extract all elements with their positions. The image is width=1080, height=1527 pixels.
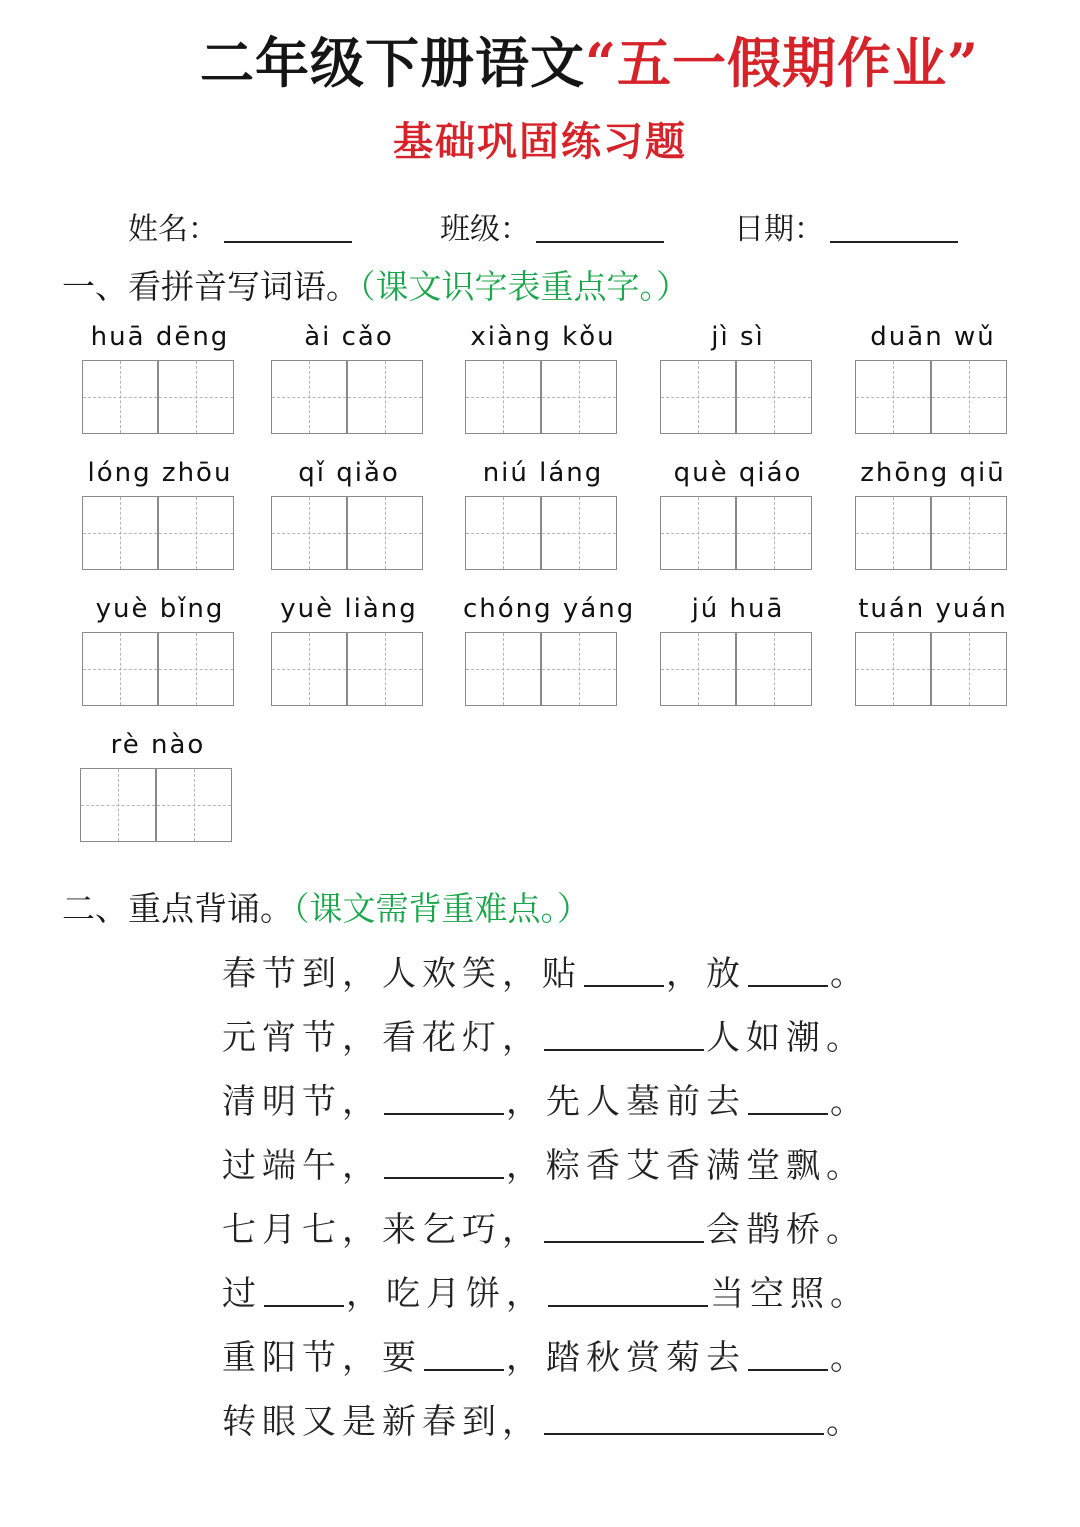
fill-blank[interactable] xyxy=(748,1335,828,1371)
fill-blank[interactable] xyxy=(384,1143,504,1179)
word-item xyxy=(658,450,818,570)
pinyin-label: lóng zhōu xyxy=(87,458,233,488)
fill-blank[interactable] xyxy=(424,1335,504,1371)
writing-boxes[interactable] xyxy=(82,360,236,434)
section1-hint: （课文识字表重点字。） xyxy=(359,267,689,306)
fill-blank[interactable] xyxy=(544,1399,824,1435)
recite-text: 当空照。 xyxy=(710,1274,870,1314)
writing-cell[interactable] xyxy=(465,632,541,706)
pinyin-label: huā dēng xyxy=(90,322,230,352)
title-main: 二年级下册语文 xyxy=(200,31,585,95)
recitation-block xyxy=(222,942,922,1454)
class-label: 班级： xyxy=(440,212,530,247)
recite-line xyxy=(222,1198,922,1262)
writing-boxes[interactable] xyxy=(465,496,619,570)
pinyin-label: chóng yáng xyxy=(463,594,636,624)
writing-boxes[interactable] xyxy=(855,360,1009,434)
fill-blank[interactable] xyxy=(264,1271,344,1307)
writing-boxes[interactable] xyxy=(855,496,1009,570)
writing-cell[interactable] xyxy=(82,360,158,434)
fill-blank[interactable] xyxy=(584,951,664,987)
writing-boxes[interactable] xyxy=(855,632,1009,706)
writing-boxes[interactable] xyxy=(80,768,234,842)
writing-boxes[interactable] xyxy=(660,496,814,570)
recite-text: 春节到，人欢笑，贴 xyxy=(222,954,582,994)
name-field[interactable] xyxy=(128,208,352,252)
pinyin-label: què qiáo xyxy=(673,458,803,488)
writing-boxes[interactable] xyxy=(271,632,425,706)
pinyin-label: yuè liàng xyxy=(280,594,418,624)
name-label: 姓名： xyxy=(128,212,218,247)
class-field[interactable] xyxy=(440,208,664,252)
title-highlight: “五一假期作业” xyxy=(585,31,980,95)
recite-text: 。 xyxy=(826,1402,866,1442)
word-item xyxy=(853,450,1013,570)
recite-text: 过 xyxy=(222,1274,262,1314)
pinyin-label: duān wǔ xyxy=(870,322,996,352)
word-item xyxy=(463,586,636,706)
writing-cell[interactable] xyxy=(931,632,1007,706)
writing-cell[interactable] xyxy=(736,496,812,570)
word-item xyxy=(658,314,818,434)
fill-blank[interactable] xyxy=(544,1015,704,1051)
writing-cell[interactable] xyxy=(541,632,617,706)
writing-cell[interactable] xyxy=(271,360,347,434)
word-item xyxy=(80,586,240,706)
name-blank[interactable] xyxy=(224,211,352,243)
writing-cell[interactable] xyxy=(158,632,234,706)
recite-text: 重阳节，要 xyxy=(222,1338,422,1378)
word-item xyxy=(78,722,238,842)
writing-cell[interactable] xyxy=(541,496,617,570)
recite-text: 。 xyxy=(830,954,870,994)
writing-boxes[interactable] xyxy=(271,360,425,434)
writing-cell[interactable] xyxy=(855,632,931,706)
writing-cell[interactable] xyxy=(347,632,423,706)
writing-cell[interactable] xyxy=(660,496,736,570)
pinyin-label: jì sì xyxy=(711,322,765,352)
fill-blank[interactable] xyxy=(748,1079,828,1115)
writing-cell[interactable] xyxy=(347,360,423,434)
writing-boxes[interactable] xyxy=(271,496,425,570)
word-item xyxy=(80,450,240,570)
pinyin-label: yuè bǐng xyxy=(95,594,225,624)
recite-line xyxy=(222,1262,922,1326)
pinyin-label: rè nào xyxy=(110,730,206,760)
writing-cell[interactable] xyxy=(156,768,232,842)
word-item xyxy=(658,586,818,706)
recite-text: ，吃月饼， xyxy=(346,1274,546,1314)
pinyin-label: niú láng xyxy=(482,458,604,488)
recite-text: 。 xyxy=(830,1082,870,1122)
recite-text: 转眼又是新春到， xyxy=(222,1402,542,1442)
writing-cell[interactable] xyxy=(465,496,541,570)
recite-line xyxy=(222,1134,922,1198)
writing-boxes[interactable] xyxy=(660,632,814,706)
pinyin-label: zhōng qiū xyxy=(860,458,1006,488)
recite-text: ，粽香艾香满堂飘。 xyxy=(506,1146,866,1186)
section1-heading xyxy=(62,262,689,312)
writing-cell[interactable] xyxy=(931,496,1007,570)
page-subtitle: 基础巩固练习题 xyxy=(393,118,687,165)
word-item xyxy=(853,314,1013,434)
recite-text: 会鹊桥。 xyxy=(706,1210,866,1250)
fill-blank[interactable] xyxy=(548,1271,708,1307)
word-item xyxy=(269,450,429,570)
recite-text: 七月七，来乞巧， xyxy=(222,1210,542,1250)
recite-text: 清明节， xyxy=(222,1082,382,1122)
writing-cell[interactable] xyxy=(855,496,931,570)
word-item xyxy=(463,450,623,570)
recite-text: 过端午， xyxy=(222,1146,382,1186)
fill-blank[interactable] xyxy=(544,1207,704,1243)
word-item xyxy=(80,314,240,434)
writing-boxes[interactable] xyxy=(660,360,814,434)
writing-cell[interactable] xyxy=(660,632,736,706)
word-item xyxy=(269,314,429,434)
writing-cell[interactable] xyxy=(271,632,347,706)
writing-cell[interactable] xyxy=(158,360,234,434)
date-field[interactable] xyxy=(734,208,958,252)
writing-cell[interactable] xyxy=(347,496,423,570)
section2-title: 二、重点背诵。 xyxy=(62,889,293,928)
word-item xyxy=(853,586,1013,706)
page-title xyxy=(200,28,1000,98)
writing-cell[interactable] xyxy=(82,632,158,706)
date-blank[interactable] xyxy=(830,211,958,243)
writing-cell[interactable] xyxy=(931,360,1007,434)
fill-blank[interactable] xyxy=(748,951,828,987)
pinyin-label: qǐ qiǎo xyxy=(298,458,400,488)
writing-boxes[interactable] xyxy=(82,496,236,570)
writing-cell[interactable] xyxy=(465,360,541,434)
writing-cell[interactable] xyxy=(660,360,736,434)
section2-hint: （课文需背重难点。） xyxy=(293,889,590,928)
date-label: 日期： xyxy=(734,212,824,247)
pinyin-label: xiàng kǒu xyxy=(470,322,616,352)
writing-cell[interactable] xyxy=(271,496,347,570)
fill-blank[interactable] xyxy=(384,1079,504,1115)
recite-line xyxy=(222,1006,922,1070)
writing-cell[interactable] xyxy=(82,496,158,570)
recite-line xyxy=(222,1390,922,1454)
word-item xyxy=(463,314,623,434)
section2-heading xyxy=(62,884,590,934)
writing-cell[interactable] xyxy=(158,496,234,570)
recite-text: ，先人墓前去 xyxy=(506,1082,746,1122)
recite-text: ，踏秋赏菊去 xyxy=(506,1338,746,1378)
writing-cell[interactable] xyxy=(541,360,617,434)
recite-line xyxy=(222,942,922,1006)
pinyin-label: jú huā xyxy=(691,594,785,624)
pinyin-label: tuán yuán xyxy=(858,594,1008,624)
class-blank[interactable] xyxy=(536,211,664,243)
section1-title: 一、看拼音写词语。 xyxy=(62,267,359,306)
recite-line xyxy=(222,1070,922,1134)
recite-text: ，放 xyxy=(666,954,746,994)
writing-cell[interactable] xyxy=(80,768,156,842)
recite-text: 。 xyxy=(830,1338,870,1378)
writing-boxes[interactable] xyxy=(465,632,619,706)
recite-text: 人如潮。 xyxy=(706,1018,866,1058)
word-item xyxy=(269,586,429,706)
writing-boxes[interactable] xyxy=(465,360,619,434)
recite-text: 元宵节，看花灯， xyxy=(222,1018,542,1058)
writing-cell[interactable] xyxy=(855,360,931,434)
student-info-row xyxy=(128,208,1028,252)
writing-boxes[interactable] xyxy=(82,632,236,706)
pinyin-label: ài cǎo xyxy=(304,322,394,352)
writing-cell[interactable] xyxy=(736,360,812,434)
writing-cell[interactable] xyxy=(736,632,812,706)
recite-line xyxy=(222,1326,922,1390)
